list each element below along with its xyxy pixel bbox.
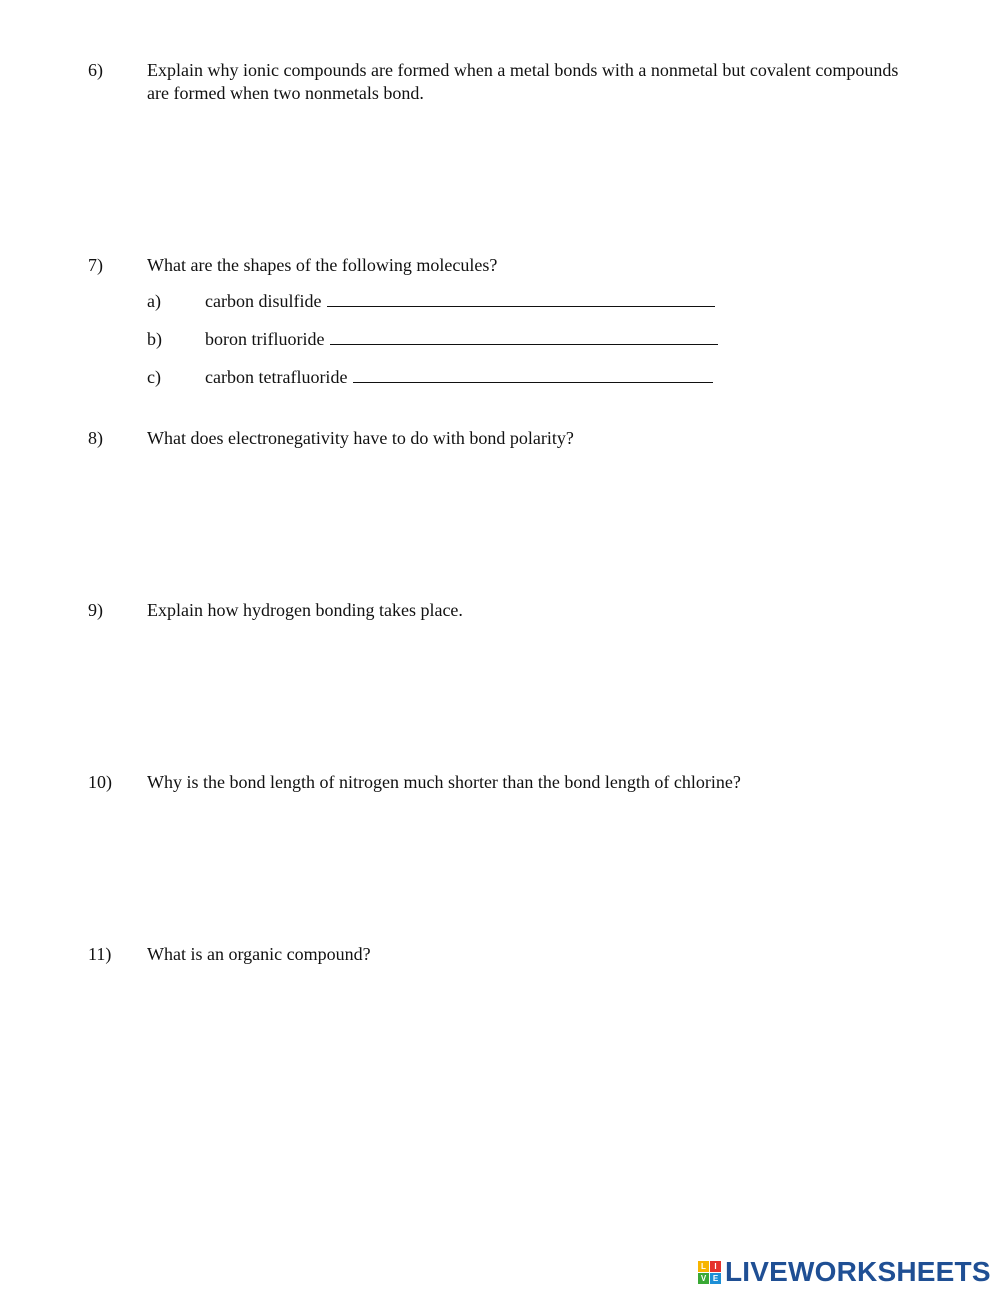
question-text: Explain how hydrogen bonding takes place. xyxy=(147,600,463,620)
subquestion-text: boron trifluoride xyxy=(205,329,325,349)
logo-text: LIVEWORKSHEETS xyxy=(725,1256,991,1287)
question-number: 10) xyxy=(88,772,112,792)
question-text: What are the shapes of the following molecules? xyxy=(147,255,498,275)
subquestion-letter: c) xyxy=(147,367,161,387)
question-8 xyxy=(0,427,1000,450)
subquestion-a xyxy=(0,290,1000,313)
subquestion-letter: a) xyxy=(147,291,161,311)
subquestion-text: carbon tetrafluoride xyxy=(205,367,348,387)
subquestion-b xyxy=(0,328,1000,351)
subquestion-text: carbon disulfide xyxy=(205,291,322,311)
question-text: What does electronegativity have to do with bond polarity? xyxy=(147,428,574,448)
question-9 xyxy=(0,599,1000,622)
subquestion-text-wrap xyxy=(205,290,715,313)
answer-blank[interactable] xyxy=(330,328,718,345)
question-11 xyxy=(0,943,1000,966)
logo-mark-icon xyxy=(698,1261,721,1284)
subquestion-letter: b) xyxy=(147,329,162,349)
subquestion-c xyxy=(0,366,1000,389)
question-7 xyxy=(0,254,1000,277)
logo-tile: E xyxy=(710,1273,721,1284)
question-number: 11) xyxy=(88,944,112,964)
question-text: Explain why ionic compounds are formed when a metal bonds with a nonmetal but covalent compounds are formed when two nonmetals bond. xyxy=(147,60,899,103)
question-text: What is an organic compound? xyxy=(147,944,371,964)
subquestion-text-wrap xyxy=(205,366,713,389)
logo-tile: L xyxy=(698,1261,709,1272)
question-text: Why is the bond length of nitrogen much shorter than the bond length of chlorine? xyxy=(147,772,741,792)
logo-tile: I xyxy=(710,1261,721,1272)
question-6 xyxy=(0,59,1000,105)
question-number: 9) xyxy=(88,600,103,620)
answer-blank[interactable] xyxy=(327,290,715,307)
logo-tile: V xyxy=(698,1273,709,1284)
question-10 xyxy=(0,771,1000,794)
subquestion-text-wrap xyxy=(205,328,718,351)
question-number: 6) xyxy=(88,60,103,80)
question-number: 8) xyxy=(88,428,103,448)
answer-blank[interactable] xyxy=(353,366,713,383)
question-number: 7) xyxy=(88,255,103,275)
liveworksheets-logo xyxy=(698,1255,991,1289)
